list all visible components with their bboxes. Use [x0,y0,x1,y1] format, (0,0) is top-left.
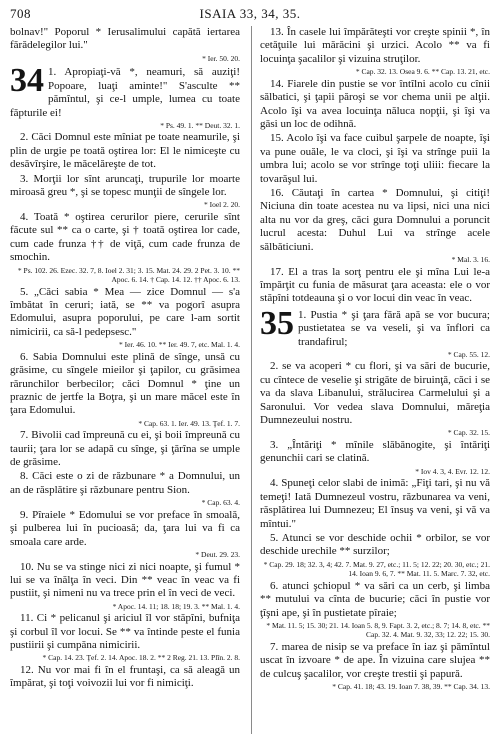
page-header [10,6,490,24]
cross-reference: * Ioel 2. 20. [203,200,240,210]
verse-text: 15. Acolo îşi va face cuibul şarpele de noapte, îşi va pune ouăle, le va cloci, şi îşi va strînge puii la umbra lui; acolo se vor strînge toţi uliii: fiecare la tovarăşul lui. [260,132,490,185]
verse-text: 12. Nu vor mai fi în el fruntaşi, ca să aleagă un împărat, şi toţi voivozii lui vor fi nimiciţi. [10,663,240,690]
text-columns [10,26,490,740]
chapter-34-start [10,62,240,120]
page-number: 708 [10,6,31,21]
verse-text: 10. Nu se va stinge nici zi nici noapte, şi fumul * lui se va înălţa în veci. Din ** veac în veac va fi pustiit, şi nimeni nu va trece prin el în veci de veci. [10,560,240,600]
verse-list-35 [260,360,490,691]
verse-text: 4. Spuneţi celor slabi de inimă: „Fiţi tari, şi nu vă temeţi! Iată Dumnezeul vostru, răzbunarea va veni, răsplătirea lui Dumnezeu; El însuş va veni, şi vă va mîntui." [260,477,490,530]
chapter-number-35: 35 [260,304,294,342]
verse-text: 1. Apropiaţi-vă *, neamuri, să auziţi! Popoare, luaţi aminte!" S'asculte ** pămîntul, şi ce-l umple, lumea cu toate făpturile ei! [10,66,240,119]
chapter-number-34: 34 [10,62,44,100]
chapter-35-start [260,304,490,349]
verse-text: 7. Bivolii cad împreună cu ei, şi boii împreună cu taurii; ţara lor se adapă cu sînge, şi ţărîna se umple de grăsime. [10,429,240,469]
left-column [10,26,240,740]
verse-text: 7. marea de nisip se va preface în iaz şi pămîntul uscat în izvoare * de ape. În vizuina care slujea ** de culcuş şacalilor, vor creşte trestii şi papură. [260,640,490,680]
cross-reference: * Ier. 46. 10. ** Ier. 49. 7, etc. Mal. 1. 4. [118,340,240,350]
cross-reference: * Ps. 102. 26. Ezec. 32. 7, 8. Ioel 2. 31; 3. 15. Mat. 24. 29. 2 Pet. 3. 10. ** Apoc. 6. 14. † Cap. 14. 12. †† Apoc. 6. 13. [17,265,240,285]
cross-reference: * Ps. 49. 1. ** Deut. 32. 1. [160,120,240,130]
verse-text: 4. Toată * oştirea cerurilor piere, cerurile sînt făcute sul ** ca o carte, şi † toată oştirea lor cade, cum cade frunza †† de viţă, cum cade frunza de smochin. [10,210,240,264]
verse-text: 2. Căci Domnul este mîniat pe toate neamurile, şi plin de urgie pe toată oştirea lor: El le nimiceşte cu desăvîrşire, le măcelăreşte de tot. [10,131,240,171]
verse-text: 5. „Căci sabia * Mea — zice Domnul — s'a îmbătat în ceruri; iată, se ** va pogorî asupra Edomului, asupra poporului, pe care l-am sortit nimicirii, ca să-l pedepsesc." [10,285,240,338]
cross-reference: * Mal. 3. 16. [451,255,490,264]
running-title: ISAIA 33, 34, 35. [199,6,301,21]
verse-text: 3. Morţii lor sînt aruncaţi, trupurile lor moarte miroasă greu *, şi se topesc munţii de sîngele lor. [10,172,240,199]
verse-text: 17. El a tras la sorţ pentru ele şi mîna Lui le-a împărţit cu funia de măsurat ţara aceasta: ele o vor stăpîni totdeauna şi o vor locui din veac în veac. [260,265,490,305]
verse-text: 13. În casele lui împărăteşti vor creşte spinii *, în cetăţuile lui mărăcini şi urzici. Acolo ** va fi locuinţa şacalilor şi vizuina struţilor. [260,26,490,65]
right-column [252,26,490,740]
verse-text: 2. se va acoperi * cu flori, şi va sări de bucurie, cu cîntece de veselie şi strigăte de biruinţă, căci i se va da slava Libanului, strălucirea Carmelului şi a Saronului. Vor vedea slava Domnului, măreţia Dumnezeului nostru. [260,360,490,427]
cross-reference: * Apoc. 14. 11; 18. 18; 19. 3. ** Mal. 1. 4. [112,601,240,611]
cross-reference: * Cap. 63. 4. [201,498,240,508]
cross-reference: * Mat. 11. 5; 15. 30; 21. 14. Ioan 5. 8, 9. Fapt. 3. 2, etc.; 8. 7; 14. 8, etc. ** Cap. 32. 4. Mat. 9. 32, 33; 12. 22; 15. 30. [266,620,490,640]
cross-reference: * Cap. 32. 15. [447,428,490,438]
verse-list-34 [10,131,240,690]
verse-text: 16. Căutaţi în cartea * Domnului, şi citiţi! Niciuna din toate acestea nu va lipsi, nici una nici alta nu vor da greş, căci gura Domnului a poruncit lucrul acesta: Duhul Lui va strînge acele sălbăticiuni. [260,186,490,253]
cross-reference: * Deut. 29. 23. [195,550,240,559]
cross-reference: * Cap. 29. 18; 32. 3, 4; 42. 7. Mat. 9. 27, etc.; 11. 5; 12. 22; 20. 30, etc.; 21. 14. Ioan 9. 6, 7. ** Mat. 11. 5. Marc. 7. 32, etc. [263,559,490,579]
cross-reference: * Cap. 14. 23. Ţef. 2. 14. Apoc. 18. 2. ** 2 Reg. 21. 13. Plîn. 2. 8. [42,653,240,663]
verse-list-34-cont [260,26,490,306]
verse-text: 14. Fiarele din pustie se vor întîlni acolo cu cînii sălbatici, şi ţapii păroşi se vor chema unii pe alţii. Acolo îşi va avea locuinţa năluca nopţii, şi îşi va găsi un loc de odihnă. [260,77,490,130]
intro-verse: bolnav!" Poporul * Ierusalimului capătă iertarea fărădelegilor lui." [10,26,240,52]
verse-text: 6. Sabia Domnului este plină de sînge, unsă cu grăsime, cu sîngele mieilor şi ţapilor, cu grăsimea rărunchilor berbecilor; căci Domnul * ţine un praznic de jertfe la Boţra, şi un mare măcel este în ţara Edomului. [10,350,240,417]
verse-text: 6. atunci şchiopul * va sări ca un cerb, şi limba ** mutului va cînta de bucurie; căci în pustie vor ţîşni ape, şi în pustietate pîraie; [260,579,490,619]
verse-text: 3. „Întăriţi * mînile slăbănogite, şi întăriţi genunchii cari se clatină. [260,438,490,465]
cross-reference: * Cap. 55. 12. [447,349,490,359]
verse-text: 11. Ci * pelicanul şi ariciul îl vor stăpîni, bufniţa şi corbul îl vor locui. Se ** va întinde peste el funia pustiirii şi cumpăna nimicirii. [10,612,240,652]
verse-text: 1. Pustia * şi ţara fără apă se vor bucura; pustietatea se va veseli, şi va înflori ca trandafirul; [298,308,490,348]
verse-text: 5. Atunci se vor deschide ochii * orbilor, se vor deschide urechile ** surzilor; [260,531,490,558]
verse-text: 8. Căci este o zi de răzbunare * a Domnului, un an de răsplătire şi răzbunare pentru Sion. [10,470,240,496]
intro-reference: * Ier. 50. 20. [202,53,240,63]
cross-reference: * Iov 4. 3, 4. Evr. 12. 12. [415,466,490,476]
cross-reference: * Cap. 41. 18; 43. 19. Ioan 7. 38, 39. ** Cap. 34. 13. [332,682,490,692]
cross-reference: * Cap. 32. 13. Osea 9. 6. ** Cap. 13. 21, etc. [355,67,490,77]
verse-text: 9. Pîraiele * Edomului se vor preface în smoală, şi pulberea lui în pucioasă; da, ţara lui va fi ca smoala care arde. [10,508,240,548]
cross-reference: * Cap. 63. 1. Ier. 49. 13. Ţef. 1. 7. [138,418,240,428]
